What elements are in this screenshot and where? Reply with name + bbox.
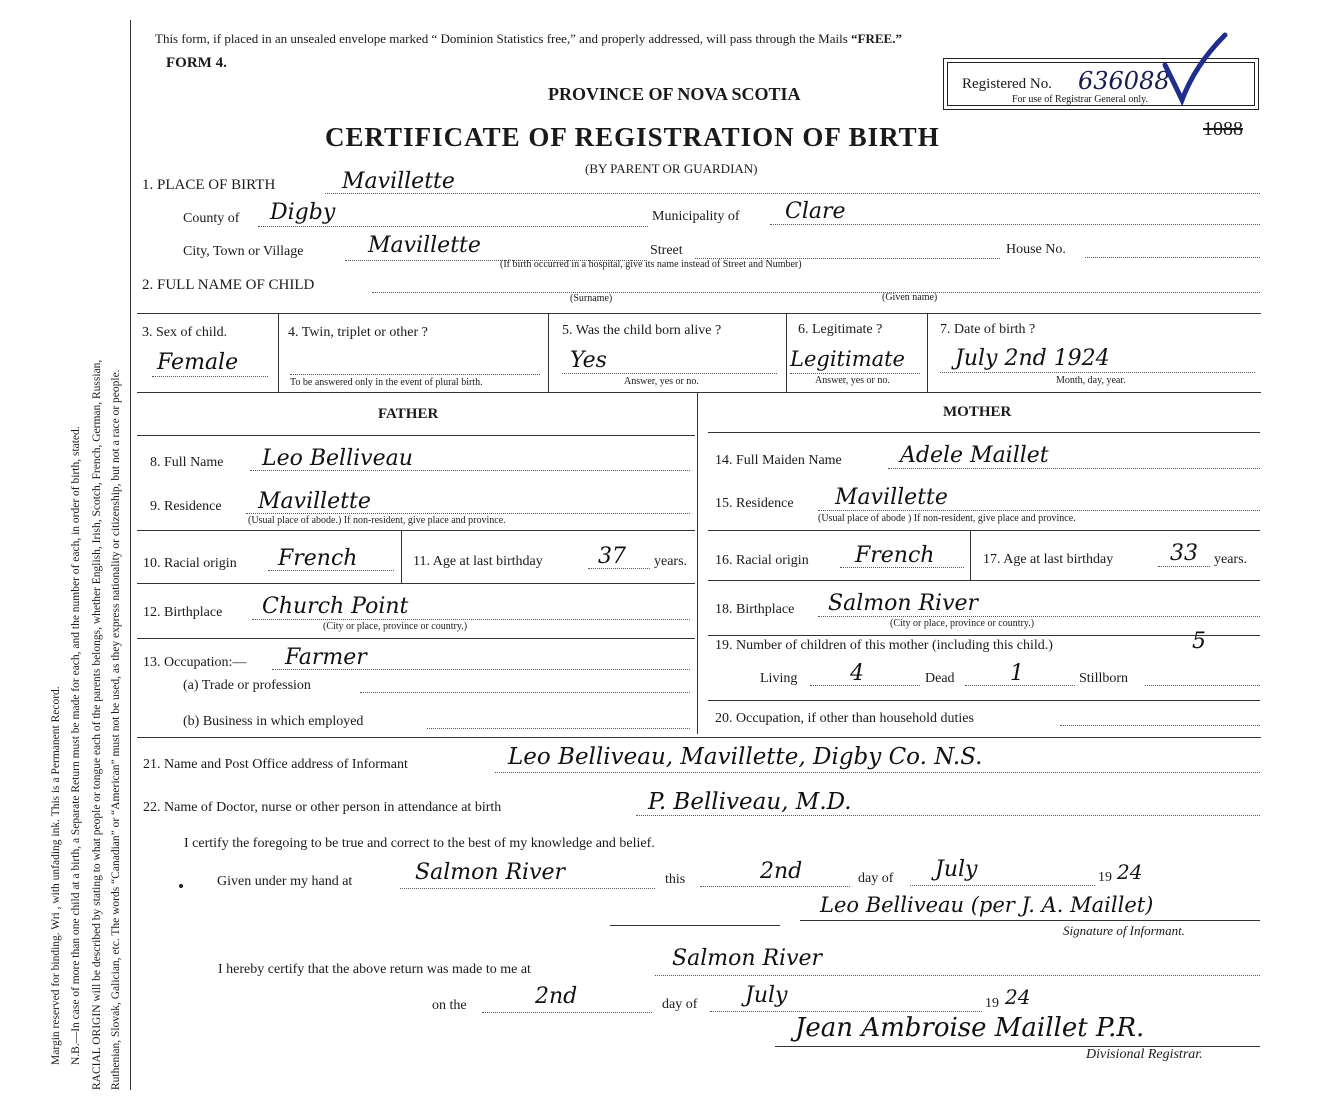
signature-label: Signature of Informant.	[1063, 923, 1185, 938]
father-business-line	[427, 728, 690, 729]
mail-notice	[155, 31, 902, 47]
day-label: day of	[858, 871, 894, 886]
father-birthplace-line	[252, 619, 690, 620]
rule-col-1	[278, 313, 279, 392]
struck-number	[1203, 118, 1243, 141]
rule-mother-head	[708, 432, 1260, 433]
margin-note-racial-2	[110, 369, 122, 1090]
father-name-value: Leo Belliveau	[262, 446, 413, 471]
reg-month-line	[710, 1011, 982, 1012]
registrar-place-value: Salmon River	[672, 946, 823, 971]
rule-mother-2	[708, 530, 1260, 531]
reg-year-value: 24	[1005, 985, 1031, 1009]
month-value: July	[935, 857, 978, 882]
twin-label: 4. Twin, triplet or other ?	[288, 325, 428, 340]
rule-mother-3	[708, 580, 1260, 581]
mother-living-value: 4	[850, 661, 864, 686]
alive-value: Yes	[570, 348, 607, 373]
father-age-unit: years.	[654, 554, 688, 569]
certificate-subtitle: (BY PARENT OR GUARDIAN)	[585, 161, 758, 176]
given-label: Given under my hand at	[217, 874, 353, 889]
rule-father-4	[137, 638, 695, 639]
check-mark-icon	[1160, 30, 1230, 105]
mother-children-value: 5	[1192, 629, 1206, 654]
surname-note: (Surname)	[570, 293, 613, 304]
rule-father-racial	[401, 530, 402, 583]
doctor-label: 22. Name of Doctor, nurse or other person in attendance at birth	[143, 800, 502, 815]
certify-statement: I certify the foregoing to be true and correct to the best of my knowledge and belief.	[184, 836, 655, 851]
struck-number-text: 1088	[1203, 118, 1243, 140]
margin-note-binding	[50, 686, 62, 1065]
sex-label: 3. Sex of child.	[142, 325, 228, 340]
father-birthplace-note: (City or place, province or country.)	[323, 621, 468, 632]
mother-birthplace-line	[818, 616, 1260, 617]
sex-line	[152, 376, 268, 377]
mail-notice-free: “FREE.”	[851, 31, 902, 46]
given-place-value: Salmon River	[415, 860, 566, 885]
father-name-label: 8. Full Name	[150, 455, 224, 470]
margin-note-racial	[91, 360, 103, 1090]
mother-birthplace-note: (City or place, province or country.)	[890, 618, 1035, 629]
doctor-line	[636, 815, 1260, 816]
rule-col-3	[786, 313, 787, 392]
alive-note: Answer, yes or no.	[624, 376, 699, 387]
on-the-label: on the	[432, 998, 467, 1013]
place-of-birth-line	[325, 193, 1260, 194]
reg-year-prefix: 19	[985, 996, 999, 1011]
rule-parents-divider	[697, 392, 698, 734]
mother-heading: MOTHER	[943, 404, 1012, 420]
registered-label: Registered No.	[962, 76, 1052, 92]
registered-number: 636088	[1078, 67, 1170, 95]
margin-rule	[130, 20, 131, 1090]
day-line	[700, 886, 850, 887]
street-label: Street	[650, 243, 683, 258]
margin-text-3: RACIAL ORIGIN will be described by stating to what people or tongue each of the parents belongs, whether English, Irish, Scotch, French, German, Russian,	[91, 359, 103, 1090]
form-number: FORM 4.	[166, 55, 227, 71]
dob-value: July 2nd 1924	[955, 346, 1110, 371]
reg-day-line	[482, 1012, 652, 1013]
mother-name-line	[888, 468, 1260, 469]
province-heading: PROVINCE OF NOVA SCOTIA	[548, 84, 801, 104]
child-name-line	[372, 292, 1260, 293]
city-value: Mavillette	[368, 233, 481, 258]
house-label: House No.	[1006, 242, 1066, 257]
year-value: 24	[1117, 860, 1143, 884]
city-label: City, Town or Village	[183, 244, 304, 259]
twin-line	[290, 374, 540, 375]
father-residence-note: (Usual place of abode.) If non-resident, give place and province.	[248, 515, 506, 526]
county-line	[258, 226, 648, 227]
father-occupation-label: 13. Occupation:—	[143, 655, 247, 670]
dob-note: Month, day, year.	[1056, 375, 1126, 386]
mother-children-label: 19. Number of children of this mother (including this child.)	[715, 638, 1053, 653]
municipality-value: Clare	[785, 199, 846, 224]
mother-occupation-label: 20. Occupation, if other than household duties	[715, 711, 974, 726]
signature-short-rule	[610, 925, 780, 926]
year-prefix: 19	[1098, 870, 1112, 885]
father-racial-label: 10. Racial origin	[143, 556, 237, 571]
certificate-title: CERTIFICATE OF REGISTRATION OF BIRTH	[325, 122, 940, 152]
signature-rule	[800, 920, 1260, 921]
mother-birthplace-label: 18. Birthplace	[715, 602, 795, 617]
registrar-note: For use of Registrar General only.	[1012, 94, 1148, 105]
rule-mother-4	[708, 635, 1260, 636]
registrar-signature: Jean Ambroise Maillet P.R.	[795, 1013, 1145, 1043]
margin-text-1: Margin reserved for binding. Wri , with unfading ink. This is a Permanent Record.	[50, 686, 62, 1065]
month-line	[910, 885, 1095, 886]
father-trade-label: (a) Trade or profession	[183, 678, 311, 693]
rule-father-3	[137, 583, 695, 584]
mother-name-value: Adele Maillet	[900, 443, 1049, 468]
mother-living-line	[810, 685, 920, 686]
father-age-value: 37	[598, 544, 626, 569]
father-heading: FATHER	[378, 406, 439, 422]
mother-residence-note: (Usual place of abode ) If non-resident, give place and province.	[818, 513, 1076, 524]
house-line	[1085, 257, 1260, 258]
father-business-label: (b) Business in which employed	[183, 714, 364, 729]
dob-line	[940, 372, 1255, 373]
rule-father-head	[137, 435, 695, 436]
hospital-note: (If birth occurred in a hospital, give its name instead of Street and Number)	[500, 259, 802, 270]
rule-father-2	[137, 530, 695, 531]
rule-col-4	[927, 313, 928, 392]
registrar-place-line	[655, 975, 1260, 976]
doctor-value: P. Belliveau, M.D.	[648, 789, 852, 815]
father-name-line	[250, 470, 690, 471]
margin-note-nb	[70, 426, 82, 1065]
municipality-line	[770, 224, 1260, 225]
place-of-birth-label: 1. PLACE OF BIRTH	[142, 177, 276, 193]
alive-label: 5. Was the child born alive ?	[562, 323, 722, 338]
mother-age-value: 33	[1170, 541, 1198, 566]
sex-value: Female	[157, 350, 239, 375]
informant-label: 21. Name and Post Office address of Informant	[143, 757, 408, 772]
mother-residence-label: 15. Residence	[715, 496, 794, 511]
mother-stillborn-label: Stillborn	[1079, 671, 1129, 686]
mother-age-line	[1158, 566, 1210, 567]
mother-age-label: 17. Age at last birthday	[983, 552, 1114, 567]
rule-top-row	[137, 313, 1261, 314]
father-trade-line	[360, 692, 690, 693]
rule-bottom-parents	[137, 737, 1261, 738]
rule-mother-5	[708, 700, 1260, 701]
mother-residence-line	[818, 510, 1260, 511]
rule-col-2	[548, 313, 549, 392]
father-age-line	[588, 568, 650, 569]
rule-mother-racial	[970, 530, 971, 580]
mother-dead-value: 1	[1010, 661, 1024, 686]
county-label: County of	[183, 211, 240, 226]
mother-dead-line	[965, 685, 1075, 686]
father-birthplace-label: 12. Birthplace	[143, 605, 223, 620]
reg-month-value: July	[745, 983, 788, 1008]
father-birthplace-value: Church Point	[262, 594, 409, 619]
mother-birthplace-value: Salmon River	[828, 591, 979, 616]
margin-text-2: N.B.—In case of more than one child at a birth, a Separate Return must be made for each, and the number of each, in order of birth, stated.	[70, 426, 82, 1065]
informant-signature: Leo Belliveau (per J. A. Maillet)	[820, 893, 1154, 917]
reg-day-label: day of	[662, 997, 698, 1012]
informant-line	[495, 772, 1260, 773]
reg-day-value: 2nd	[535, 984, 578, 1009]
mother-name-label: 14. Full Maiden Name	[715, 453, 842, 468]
father-age-label: 11. Age at last birthday	[413, 554, 543, 569]
given-name-note: (Given name)	[882, 292, 938, 303]
this-label: this	[665, 872, 686, 887]
mother-racial-line	[840, 567, 964, 568]
alive-line	[562, 373, 777, 374]
bullet-dot	[179, 884, 183, 888]
child-name-label: 2. FULL NAME OF CHILD	[142, 277, 315, 293]
mother-age-unit: years.	[1214, 552, 1248, 567]
father-occupation-value: Farmer	[285, 645, 367, 670]
mother-occupation-line	[1060, 725, 1260, 726]
legit-value: Legitimate	[790, 347, 905, 371]
twin-note: To be answered only in the event of plural birth.	[290, 377, 483, 388]
mail-notice-text: This form, if placed in an unsealed envelope marked “ Dominion Statistics free,” and properly addressed, will pass through the Mails	[155, 31, 848, 46]
registrar-statement: I hereby certify that the above return was made to me at	[218, 962, 531, 977]
day-value: 2nd	[760, 859, 803, 884]
mother-racial-label: 16. Racial origin	[715, 553, 809, 568]
father-racial-line	[268, 570, 394, 571]
mother-living-label: Living	[760, 671, 798, 686]
legit-note: Answer, yes or no.	[815, 375, 890, 386]
margin-text-4: Ruthenian, Slovak, Galician, etc. The words “Canadian” or “American” must not be used, as they express nationality or citizenship, but not a race or people.	[110, 369, 122, 1090]
informant-value: Leo Belliveau, Mavillette, Digby Co. N.S.	[508, 744, 983, 770]
municipality-label: Municipality of	[652, 209, 740, 224]
registrar-label: Divisional Registrar.	[1086, 1047, 1203, 1062]
father-residence-value: Mavillette	[258, 489, 371, 514]
legit-label: 6. Legitimate ?	[798, 322, 883, 337]
rule-after-row	[137, 392, 1261, 393]
mother-dead-label: Dead	[925, 671, 955, 686]
father-residence-label: 9. Residence	[150, 499, 222, 514]
mother-stillborn-line	[1145, 685, 1260, 686]
father-residence-line	[246, 513, 690, 514]
legit-line	[790, 373, 920, 374]
father-occupation-line	[272, 669, 690, 670]
father-racial-value: French	[278, 546, 358, 571]
mother-residence-value: Mavillette	[835, 485, 948, 510]
given-place-line	[400, 888, 655, 889]
place-of-birth-value: Mavillette	[342, 169, 455, 194]
mother-racial-value: French	[855, 543, 935, 568]
county-value: Digby	[270, 200, 336, 225]
dob-label: 7. Date of birth ?	[940, 322, 1036, 337]
